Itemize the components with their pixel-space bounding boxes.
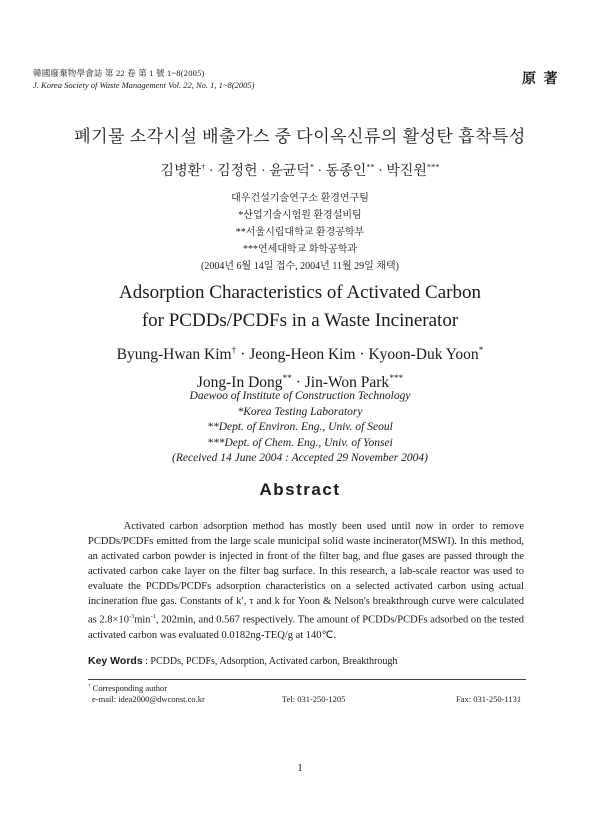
english-author-mark: *** <box>389 374 404 385</box>
korean-affiliation-3: **서울시립대학교 환경공학부 <box>235 227 365 238</box>
author-separator: · <box>355 346 369 364</box>
journal-citation-korean: 韓國廢棄物學會誌 第 22 卷 第 1 號 1~8(2005) <box>33 68 205 78</box>
english-authors-line-1 <box>0 339 600 367</box>
english-author-mark: † <box>231 346 237 356</box>
korean-author-name: 윤균덕 <box>269 164 310 179</box>
english-affiliation-2: *Korea Testing Laboratory <box>237 405 363 418</box>
author-separator: · <box>374 164 387 179</box>
abstract-text-part-3: , 202min, and 0.567 respectively. The amount of PCDDs/PCDFs adsorbed on the tested activated carbon was evaluated 0.0182ng-TEQ/g at 140℃. <box>88 614 524 641</box>
abstract-exponent-1: -3 <box>128 613 135 620</box>
keywords <box>88 655 397 667</box>
abstract-body <box>88 519 524 643</box>
english-title <box>0 279 600 335</box>
article-type-label: 原 著 <box>522 72 560 87</box>
korean-author-name: 김정헌 <box>216 164 258 179</box>
korean-author-mark: *** <box>426 162 440 172</box>
korean-author-mark: * <box>309 162 314 172</box>
abstract-text-part-1: Activated carbon adsorption method has mostly been used until now in order to remove PCDDs/PCDFs emitted from the large scale municipal solid waste incinerator(MSWI). In this method, an activated carbon powder is injected in front of the filter bag, and flue gases are passed through the activated carbon cake layer on the filter bag surface. In this research, a lab-scale reactor was used to evaluate the PCDDs/PCDFs adsorption characteristics on a selected activated carbon using actual incineration flue gas. Constants of k′, τ and k for Yoon & Nelson's breakthrough curve were calculated as 2.8×10 <box>88 521 524 626</box>
korean-author-name: 동종인 <box>325 164 367 179</box>
page-number: 1 <box>297 762 303 774</box>
corresponding-telephone: Tel: 031-250-1205 <box>282 694 346 704</box>
korean-author-mark: † <box>201 162 206 172</box>
korean-dates: (2004년 6월 14일 접수, 2004년 11월 29일 채택) <box>201 261 399 272</box>
english-author-name: Kyoon-Duk Yoon <box>368 346 479 364</box>
keywords-text: : PCDDs, PCDFs, Adsorption, Activated carbon, Breakthrough <box>145 656 398 667</box>
korean-author-name: 김병환 <box>160 164 202 179</box>
korean-affiliation-4: ***연세대학교 화학공학과 <box>242 244 358 255</box>
corresponding-author-label: Corresponding author <box>92 683 168 693</box>
english-author-name: Byung-Hwan Kim <box>116 346 232 364</box>
english-author-mark: ** <box>282 374 292 385</box>
english-affiliation-4: ***Dept. of Chem. Eng., Univ. of Yonsei <box>207 436 393 449</box>
abstract-exponent-2: -1 <box>150 613 156 620</box>
english-author-name: Jin-Won Park <box>304 374 390 392</box>
english-affiliation-1: Daewoo of Institute of Construction Technology <box>189 390 411 402</box>
korean-affiliation-1: 대우건설기술연구소 환경연구팀 <box>231 193 369 204</box>
corresponding-mark: † <box>88 683 91 690</box>
korean-title: 폐기물 소각시설 배출가스 중 다이옥신류의 활성탄 흡착특성 <box>74 127 526 146</box>
author-separator: · <box>236 346 250 364</box>
corresponding-fax: Fax: 031-250-1131 <box>456 694 522 704</box>
korean-authors <box>0 160 600 180</box>
english-authors <box>0 339 600 395</box>
english-affiliation-3: **Dept. of Environ. Eng., Univ. of Seoul <box>207 421 393 433</box>
english-author-mark: * <box>478 346 484 356</box>
korean-author-mark: ** <box>366 162 375 172</box>
korean-author-name: 박진원 <box>386 164 427 179</box>
english-author-name: Jong-In Dong <box>196 374 283 392</box>
journal-citation-english: J. Korea Society of Waste Management Vol. 22, No. 1, 1~8(2005) <box>33 80 255 90</box>
keywords-label: Key Words <box>88 655 143 667</box>
english-title-line-2: for PCDDs/PCDFs in a Waste Incinerator <box>141 310 459 331</box>
author-separator: · <box>291 374 305 392</box>
corresponding-email: e-mail: idea2000@dwconst.co.kr <box>92 694 205 704</box>
author-separator: · <box>205 164 217 179</box>
abstract-heading: Abstract <box>259 480 341 499</box>
author-separator: · <box>314 164 326 179</box>
english-dates: (Received 14 June 2004 : Accepted 29 November 2004) <box>172 452 428 464</box>
english-title-line-1: Adsorption Characteristics of Activated Carbon <box>119 282 481 303</box>
abstract-text-part-2: min <box>134 614 151 626</box>
corresponding-author-note <box>88 683 167 693</box>
korean-affiliation-2: *산업기술시험원 환경설비팀 <box>238 210 362 221</box>
author-separator: · <box>257 164 270 179</box>
english-author-name: Jeong-Heon Kim <box>249 346 356 364</box>
footnote-divider <box>88 679 526 680</box>
english-affiliations <box>0 389 600 467</box>
